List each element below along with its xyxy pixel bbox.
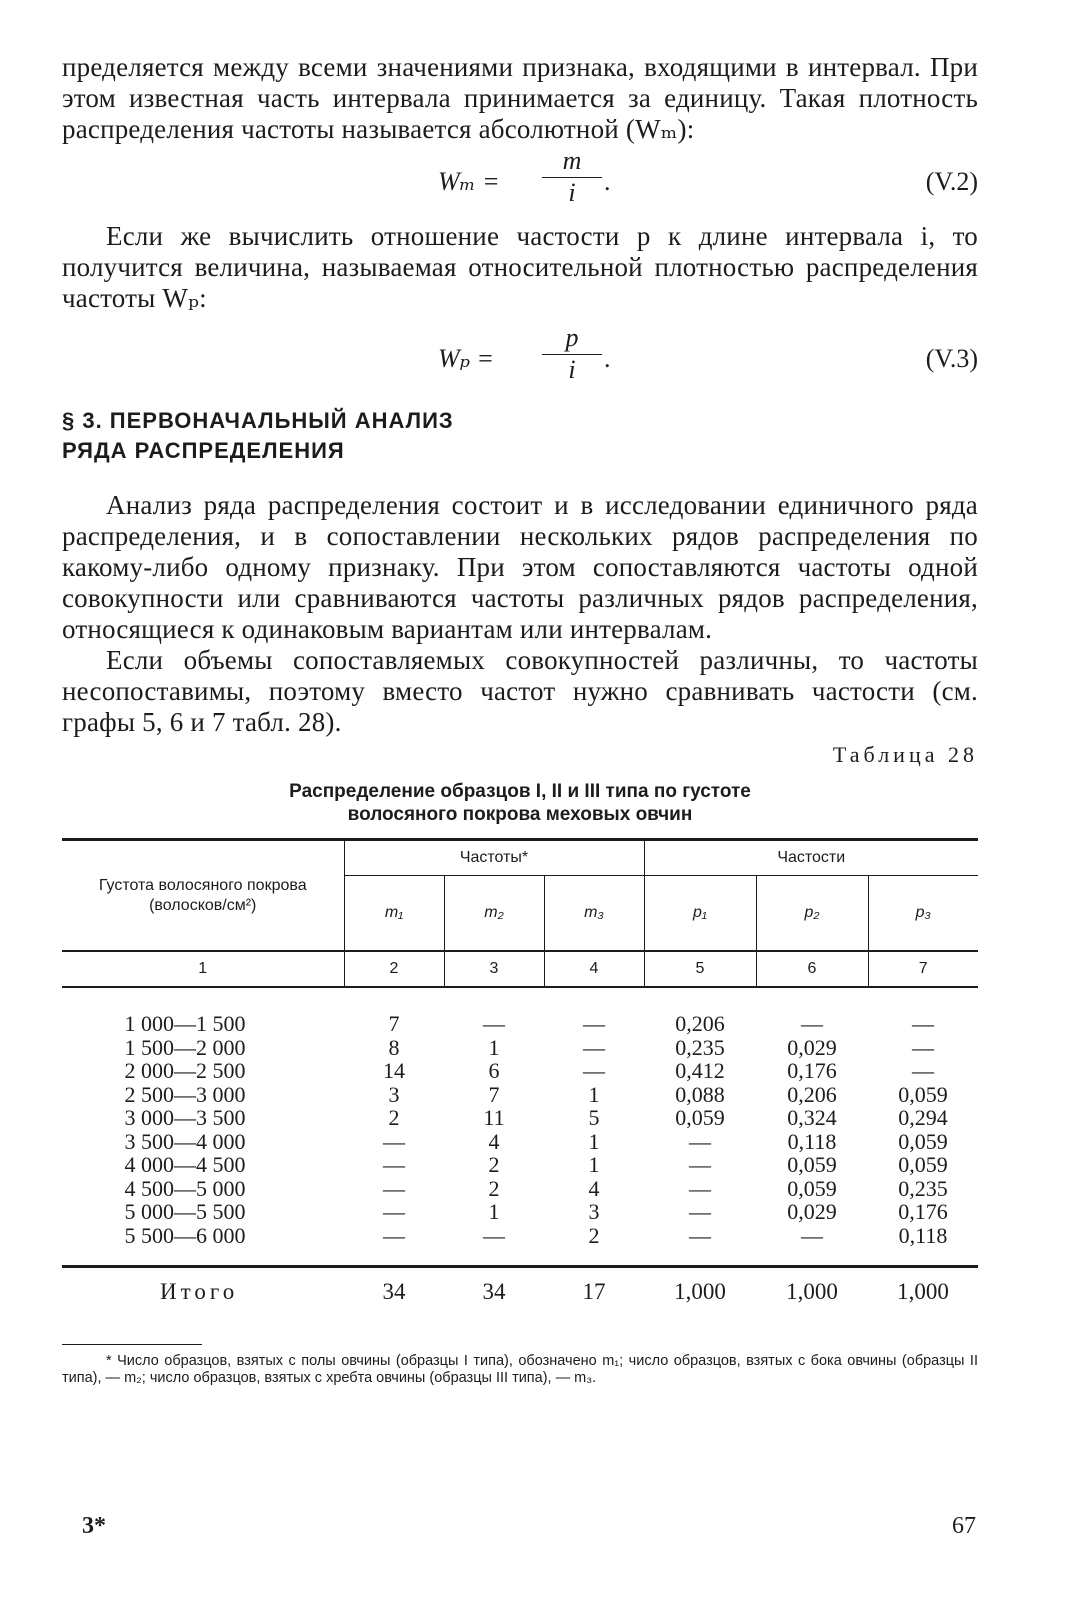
cell-value: 0,235 — [898, 1175, 948, 1201]
cell-value: — — [583, 1058, 605, 1083]
cell-value: — — [383, 1222, 405, 1248]
column-number: 2 — [344, 951, 444, 987]
cell-value: 0,059 — [898, 1081, 948, 1107]
cell-value: 0,176 — [898, 1199, 948, 1224]
page-number: 67 — [952, 1513, 976, 1539]
cell-range: 5 500—6 000 — [124, 1222, 246, 1248]
formula-v3-numerator: p — [565, 323, 579, 352]
cell-value: — — [689, 1128, 711, 1154]
footnote-rule — [62, 1344, 202, 1345]
cell-range: 2 000—2 500 — [124, 1058, 246, 1083]
book-page — [62, 52, 978, 1387]
total-value: 34 — [444, 1267, 544, 1304]
formula-v3 — [62, 322, 978, 392]
cell-value: — — [689, 1222, 711, 1248]
column-number: 4 — [544, 951, 644, 987]
column-number: 3 — [444, 951, 544, 987]
formula-v2-fraction — [542, 145, 602, 208]
cell-value: 0,059 — [787, 1175, 837, 1201]
cell-value: — — [912, 1034, 934, 1060]
cell-value: — — [383, 1128, 405, 1154]
subheader-p3: p₃ — [868, 876, 978, 952]
cell-range: 5 000—5 500 — [124, 1199, 246, 1224]
column-number: 7 — [868, 951, 978, 987]
table-row — [62, 987, 978, 1036]
cell-value: — — [689, 1199, 711, 1224]
total-label: Итого — [62, 1267, 344, 1304]
group-header-frequencies: Частоты* — [344, 840, 644, 876]
total-value: 17 — [544, 1267, 644, 1304]
formula-v3-lhs: Wₚ = — [438, 344, 495, 373]
column-number: 1 — [62, 951, 344, 987]
formula-v2-numerator: m — [562, 146, 582, 175]
cell-value: 7 — [488, 1081, 500, 1107]
cell-value: 3 — [388, 1081, 400, 1107]
distribution-table — [62, 838, 978, 1304]
cell-value: 1 — [488, 1199, 500, 1224]
cell-value: — — [689, 1175, 711, 1201]
cell-value: 0,235 — [675, 1034, 725, 1060]
cell-value: 0,324 — [787, 1105, 837, 1130]
cell-value: 0,029 — [787, 1034, 837, 1060]
cell-value: 11 — [483, 1105, 505, 1130]
table-row — [62, 1130, 978, 1154]
table-title-line2: волосяного покрова меховых овчин — [347, 804, 693, 825]
formula-v3-denominator: i — [568, 355, 576, 384]
cell-value: 2 — [488, 1175, 500, 1201]
paragraph-analysis: Анализ ряда распределения состоит и в исследовании единичного ряда распределения, и в сопоставлении нескольких рядов распределения по какому-либо одному признаку. При этом сопоставляются частоты одной совокупности или сравниваются частоты различных рядов распределения, относящиеся к одинаковым вариантам или интервалам. — [62, 490, 978, 644]
cell-range: 1 000—1 500 — [124, 1011, 246, 1036]
paragraph-intro: пределяется между всеми значениями признака, входящими в интервал. При этом известная часть интервала принимается за единицу. Такая плотность распределения частоты называется абсолютной (Wₘ): — [62, 52, 978, 144]
formula-v2-end: . — [604, 167, 611, 196]
cell-value: 0,118 — [898, 1222, 948, 1248]
cell-range: 2 500—3 000 — [124, 1081, 246, 1107]
cell-value: — — [801, 1011, 823, 1036]
signature-mark: 3* — [82, 1513, 106, 1539]
cell-value: — — [912, 1058, 934, 1083]
table-row — [62, 1106, 978, 1130]
cell-value: 7 — [388, 1011, 400, 1036]
cell-value: 2 — [588, 1222, 600, 1248]
cell-range: 3 500—4 000 — [124, 1128, 246, 1154]
table-row — [62, 1036, 978, 1060]
cell-value: — — [689, 1152, 711, 1177]
table-label: Таблица 28 — [832, 742, 978, 767]
cell-value: 0,059 — [787, 1152, 837, 1177]
cell-value: 1 — [588, 1152, 600, 1177]
cell-value: 3 — [588, 1199, 600, 1224]
section-heading — [62, 406, 978, 466]
cell-value: 14 — [383, 1058, 405, 1083]
paragraph-volumes: Если объемы сопоставляемых совокупностей различны, то частоты несопоставимы, поэтому вместо частот нужно сравнивать частости (см. графы 5, 6 и 7 табл. 28). — [62, 645, 978, 737]
cell-value: — — [483, 1222, 505, 1248]
table-total-row — [62, 1267, 978, 1304]
cell-value: 0,118 — [787, 1128, 837, 1154]
cell-value: 0,412 — [675, 1058, 725, 1083]
cell-value: 0,176 — [787, 1058, 837, 1083]
cell-value: — — [383, 1152, 405, 1177]
total-value: 1,000 — [644, 1267, 756, 1304]
table-row — [62, 1224, 978, 1267]
footnote: * Число образцов, взятых с полы овчины (образцы I типа), обозначено m₁; число образцов, взятых с бока овчины (образцы II типа), — m₂; число образцов, взятых с хребта овчины (образцы III типа), — m₃. — [62, 1352, 978, 1386]
cell-value: 2 — [488, 1152, 500, 1177]
cell-value: 6 — [488, 1058, 500, 1083]
cell-range: 4 000—4 500 — [124, 1152, 246, 1177]
subheader-p1: p₁ — [644, 876, 756, 952]
cell-value: 5 — [588, 1105, 600, 1130]
cell-value: 0,059 — [898, 1152, 948, 1177]
table-row — [62, 1059, 978, 1083]
cell-value: 1 — [488, 1034, 500, 1060]
cell-range: 1 500—2 000 — [124, 1034, 246, 1060]
cell-range: 4 500—5 000 — [124, 1175, 246, 1201]
column-number: 5 — [644, 951, 756, 987]
cell-value: 0,029 — [787, 1199, 837, 1224]
table-row — [62, 1083, 978, 1107]
cell-value: — — [383, 1175, 405, 1201]
cell-value: — — [483, 1011, 505, 1036]
table-title-line1: Распределение образцов I, II и III типа по густоте — [289, 781, 751, 802]
cell-value: 0,206 — [675, 1011, 725, 1036]
subheader-p2: p₂ — [756, 876, 868, 952]
table-row — [62, 1200, 978, 1224]
cell-value: 0,294 — [898, 1105, 948, 1130]
column-header-density: Густота волосяного покрова (волосков/см²) — [62, 840, 344, 952]
formula-v2 — [62, 145, 978, 215]
total-value: 34 — [344, 1267, 444, 1304]
cell-value: 0,088 — [675, 1081, 725, 1107]
cell-value: — — [383, 1199, 405, 1224]
cell-value: 1 — [588, 1081, 600, 1107]
cell-value: 0,059 — [675, 1105, 725, 1130]
subheader-m2: m₂ — [444, 876, 544, 952]
cell-value: — — [583, 1011, 605, 1036]
formula-v3-end: . — [604, 344, 611, 373]
cell-range: 3 000—3 500 — [124, 1105, 246, 1130]
cell-value: — — [801, 1222, 823, 1248]
formula-v3-fraction — [542, 322, 602, 385]
section-heading-line1: § 3. ПЕРВОНАЧАЛЬНЫЙ АНАЛИЗ — [62, 408, 454, 433]
cell-value: 4 — [488, 1128, 500, 1154]
total-value: 1,000 — [756, 1267, 868, 1304]
group-header-relative: Частости — [644, 840, 978, 876]
paragraph-relative-density: Если же вычислить отношение частости p к длине интервала i, то получится величина, называемая относительной плотностью распределения частоты Wₚ: — [62, 221, 978, 313]
formula-v2-denominator: i — [568, 178, 576, 207]
cell-value: 8 — [388, 1034, 400, 1060]
table-row — [62, 1177, 978, 1201]
cell-value: 0,059 — [898, 1128, 948, 1154]
cell-value: 4 — [588, 1175, 600, 1201]
section-heading-line2: РЯДА РАСПРЕДЕЛЕНИЯ — [62, 438, 345, 463]
cell-value: 2 — [388, 1105, 400, 1130]
table-title — [62, 780, 978, 826]
cell-value: 1 — [588, 1128, 600, 1154]
formula-v3-number: (V.3) — [925, 344, 978, 373]
cell-value: — — [583, 1034, 605, 1060]
column-number: 6 — [756, 951, 868, 987]
table-row — [62, 1153, 978, 1177]
formula-v2-number: (V.2) — [925, 167, 978, 196]
cell-value: 0,206 — [787, 1081, 837, 1107]
total-value: 1,000 — [868, 1267, 978, 1304]
subheader-m1: m₁ — [344, 876, 444, 952]
subheader-m3: m₃ — [544, 876, 644, 952]
cell-value: — — [912, 1011, 934, 1036]
formula-v2-lhs: Wₘ = — [438, 167, 500, 196]
